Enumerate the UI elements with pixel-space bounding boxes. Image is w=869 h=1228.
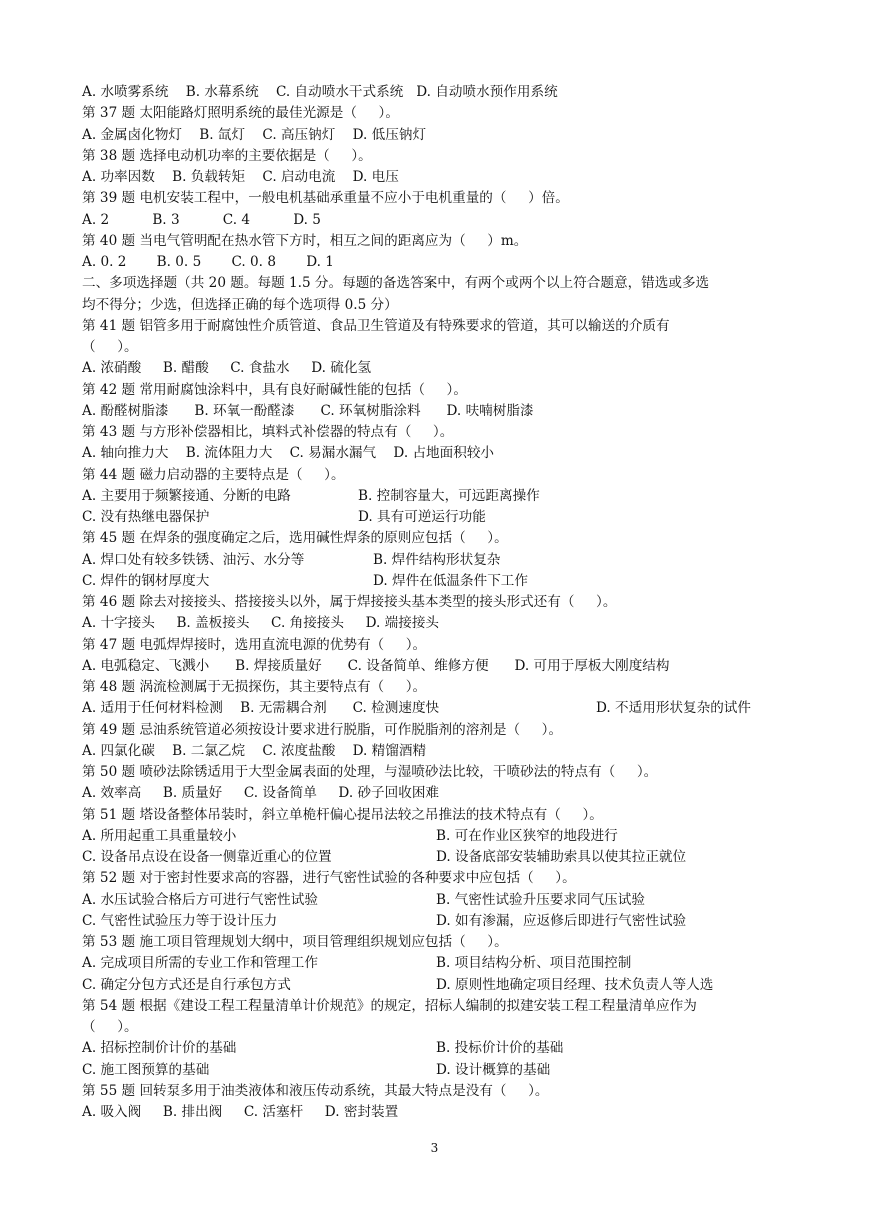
- options-row: [82, 1038, 802, 1058]
- text-line: 第 45 题 在焊条的强度确定之后，选用碱性焊条的原则应包括（ ）。: [82, 530, 508, 547]
- option-right: B. 项目结构分析、项目范围控制: [436, 955, 632, 972]
- text-line: A. 吸入阀 B. 排出阀 C. 活塞杆 D. 密封装置: [82, 1104, 399, 1120]
- text-line: 第 42 题 常用耐腐蚀涂料中，具有良好耐碱性能的包括（ ）。: [82, 381, 467, 398]
- option-left: C. 施工图预算的基础: [82, 1061, 210, 1078]
- option-right: D. 原则性地确定项目经理、技术负责人等人选: [436, 976, 714, 993]
- text-line: 第 39 题 电机安装工程中，一般电机基础承重量不应小于电机重量的（ ）倍。: [82, 190, 569, 207]
- text-line: 均不得分；少选，但选择正确的每个选项得 0.5 分）: [82, 296, 398, 313]
- text-line: 第 48 题 涡流检测属于无损探伤，其主要特点有（ ）。: [82, 679, 427, 695]
- option-right: D. 焊件在低温条件下工作: [373, 572, 528, 589]
- text-line: 第 53 题 施工项目管理规划大纲中，项目管理组织规划应包括（ ）。: [82, 934, 508, 950]
- options-row: [82, 1060, 802, 1080]
- options-row: [82, 507, 802, 527]
- text-line: 第 55 题 回转泵多用于油类液体和液压传动系统，其最大特点是没有（ ）。: [82, 1082, 549, 1099]
- text-line: 第 51 题 塔设备整体吊装时，斜立单桅杆偏心提吊法较之吊推法的技术特点有（ ）。: [82, 806, 603, 823]
- options-row: [82, 698, 802, 718]
- text-line: A. 水喷雾系统 B. 水幕系统 C. 自动喷水干式系统 D. 自动喷水预作用系统: [82, 84, 558, 100]
- option-right: D. 如有渗漏，应返修后即进行气密性试验: [436, 912, 687, 929]
- option-left: C. 气密性试验压力等于设计压力: [82, 912, 278, 929]
- options-row: [82, 953, 802, 973]
- option-right: D. 不适用形状复杂的试件: [596, 700, 751, 717]
- text-line: 第 54 题 根据《建设工程工程量清单计价规范》的规定，招标人编制的拟建安装工程工程量清单应作为: [82, 997, 697, 1014]
- text-line: 第 43 题 与方形补偿器相比，填料式补偿器的特点有（ ）。: [82, 424, 454, 440]
- options-row: [82, 486, 802, 506]
- text-line: 第 52 题 对于密封性要求高的容器，进行气密性试验的各种要求中应包括（ ）。: [82, 870, 576, 887]
- text-line: 第 46 题 除去对接接头、搭接接头以外，属于焊接接头基本类型的接头形式还有（ ）。: [82, 594, 617, 610]
- text-line: A. 金属卤化物灯 B. 氙灯 C. 高压钠灯 D. 低压钠灯: [82, 126, 427, 143]
- option-left: A. 焊口处有较多铁锈、油污、水分等: [82, 551, 305, 568]
- option-left: C. 焊件的钢材厚度大: [82, 572, 210, 589]
- text-line: 第 44 题 磁力启动器的主要特点是（ ）。: [82, 466, 345, 483]
- options-row: [82, 911, 802, 931]
- options-row: [82, 826, 802, 846]
- option-right: B. 焊件结构形状复杂: [373, 551, 501, 568]
- options-row: [82, 550, 802, 570]
- options-row: [82, 571, 802, 591]
- text-line: A. 效率高 B. 质量好 C. 设备简单 D. 砂子回收困难: [82, 785, 440, 802]
- text-line: A. 2 B. 3 C. 4 D. 5: [82, 211, 321, 228]
- option-right: B. 气密性试验升压要求同气压试验: [436, 891, 645, 908]
- options-row: [82, 847, 802, 867]
- option-left: C. 确定分包方式还是自行承包方式: [82, 976, 291, 993]
- text-line: A. 十字接头 B. 盖板接头 C. 角接接头 D. 端接接头: [82, 615, 440, 632]
- text-line: 第 40 题 当电气管明配在热水管下方时，相互之间的距离应为（ ）m。: [82, 232, 528, 249]
- text-line: （ ）。: [82, 339, 138, 355]
- text-line: A. 四氯化碳 B. 二氯乙烷 C. 浓度盐酸 D. 精馏酒精: [82, 742, 427, 759]
- option-right: D. 设计概算的基础: [436, 1061, 551, 1078]
- text-line: 第 49 题 忌油系统管道必须按设计要求进行脱脂，可作脱脂剂的溶剂是（ ）。: [82, 721, 563, 738]
- text-line: A. 功率因数 B. 负载转矩 C. 启动电流 D. 电压: [82, 169, 399, 185]
- text-line: A. 酚醛树脂漆 B. 环氧一酚醛漆 C. 环氧树脂涂料 D. 呋喃树脂漆: [82, 402, 534, 419]
- options-row: [82, 975, 802, 995]
- option-left: C. 设备吊点设在设备一侧靠近重心的位置: [82, 849, 332, 865]
- text-line: 二、多项选择题（共 20 题。每题 1.5 分。每题的备选答案中，有两个或两个以上符合题意，错选或多选: [82, 275, 710, 292]
- option-left: A. 水压试验合格后方可进行气密性试验: [82, 891, 318, 908]
- text-line: 第 47 题 电弧焊焊接时，选用直流电源的优势有（ ）。: [82, 636, 427, 653]
- page-number: 3: [430, 1141, 439, 1155]
- option-left: C. 没有热继电器保护: [82, 509, 210, 525]
- option-left: A. 招标控制价计价的基础: [82, 1040, 237, 1057]
- option-right: B. 投标价计价的基础: [436, 1040, 564, 1057]
- option-left: A. 完成项目所需的专业工作和管理工作: [82, 955, 318, 972]
- options-row: [82, 890, 802, 910]
- option-left: A. 所用起重工具重量较小: [82, 827, 237, 844]
- option-left: A. 主要用于频繁接通、分断的电路: [82, 487, 291, 504]
- text-line: （ ）。: [82, 1019, 138, 1035]
- text-line: A. 轴向推力大 B. 流体阻力大 C. 易漏水漏气 D. 占地面积较小: [82, 445, 495, 462]
- text-line: 第 41 题 铝管多用于耐腐蚀性介质管道、食品卫生管道及有特殊要求的管道，其可以输送的介质有: [82, 317, 670, 334]
- text-line: 第 50 题 喷砂法除锈适用于大型金属表面的处理，与湿喷砂法比较，干喷砂法的特点有（ ）。: [82, 764, 658, 780]
- option-right: D. 具有可逆运行功能: [358, 509, 486, 525]
- option-right: D. 设备底部安装辅助索具以使其拉正就位: [436, 849, 687, 865]
- option-right: B. 可在作业区狭窄的地段进行: [436, 827, 618, 844]
- text-line: A. 电弧稳定、飞溅小 B. 焊接质量好 C. 设备简单、维修方便 D. 可用于厚板大刚度结构: [82, 657, 670, 674]
- text-line: 第 37 题 太阳能路灯照明系统的最佳光源是（ ）。: [82, 105, 399, 122]
- text-line: 第 38 题 选择电动机功率的主要依据是（ ）。: [82, 147, 372, 164]
- text-line: A. 浓硝酸 B. 醋酸 C. 食盐水 D. 硫化氢: [82, 360, 372, 377]
- option-right: B. 控制容量大，可远距离操作: [358, 487, 540, 504]
- text-line: A. 0. 2 B. 0. 5 C. 0. 8 D. 1: [82, 254, 334, 270]
- option-left: A. 适用于任何材料检测 B. 无需耦合剂 C. 检测速度快: [82, 700, 440, 717]
